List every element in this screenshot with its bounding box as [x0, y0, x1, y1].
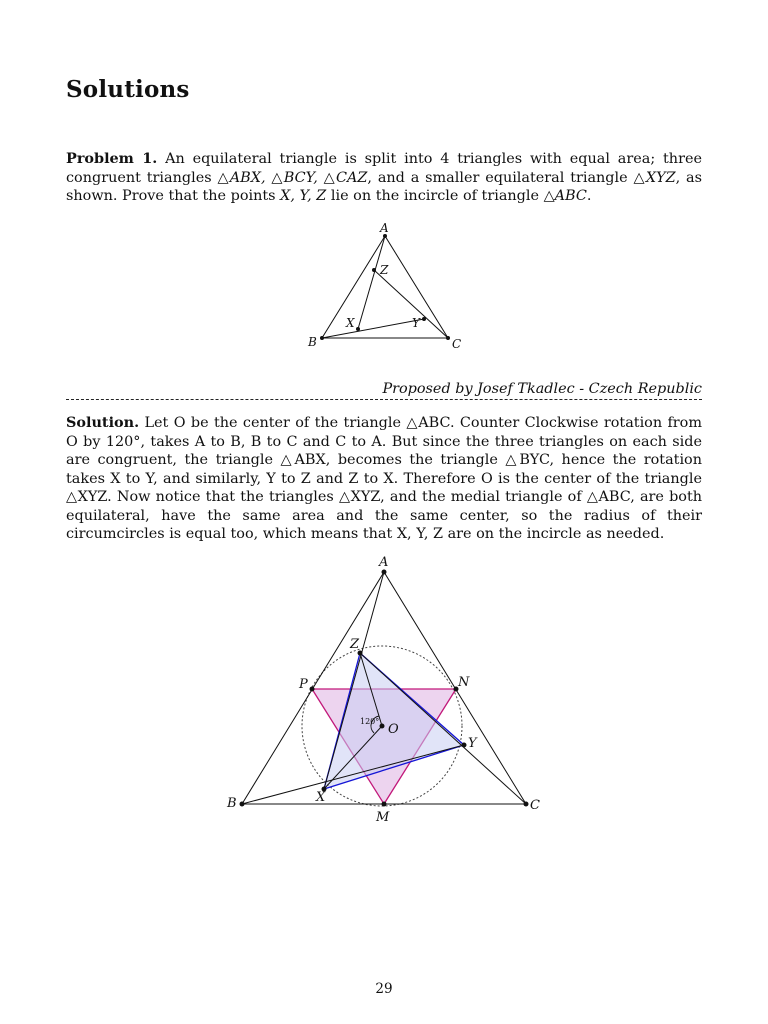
- solution-label: Solution.: [66, 414, 140, 431]
- problem-label: Problem 1.: [66, 150, 158, 167]
- dashed-separator: [66, 399, 702, 400]
- label-x: X: [316, 790, 326, 805]
- proposed-by: Proposed by Josef Tkadlec - Czech Republic: [382, 381, 702, 397]
- point-y: [462, 743, 467, 748]
- point-p: [310, 687, 315, 692]
- label-a: A: [380, 221, 389, 235]
- point-o: [380, 724, 385, 729]
- point-a: [382, 570, 387, 575]
- segment-by: [322, 319, 424, 338]
- problem-xyz: △XYZ: [633, 169, 676, 186]
- label-m: M: [376, 810, 390, 825]
- problem-points: X, Y, Z: [280, 188, 327, 204]
- problem-text-4: lie on the incircle of triangle: [326, 188, 544, 204]
- label-y: Y: [412, 316, 420, 330]
- segment-cz: [374, 270, 448, 338]
- point-y: [422, 317, 426, 321]
- label-c: C: [452, 337, 462, 351]
- problem-text-3: , as shown. Prove that the points: [66, 169, 702, 204]
- label-y: Y: [468, 736, 477, 751]
- problem-abc: △ABC: [543, 188, 587, 204]
- label-x: X: [346, 316, 355, 330]
- problem-text-5: .: [586, 188, 592, 204]
- point-c: [524, 802, 529, 807]
- angle-label: 120°: [360, 717, 380, 726]
- solution-figure: [222, 552, 544, 830]
- label-z: Z: [350, 637, 360, 652]
- label-n: N: [458, 675, 470, 690]
- problem-text-1: An equilateral triangle is split into 4 triangles with equal area; three congruent triangles: [66, 151, 702, 186]
- problem-figure: [300, 218, 470, 354]
- segment-ax: [358, 236, 385, 329]
- point-c: [446, 336, 450, 340]
- label-z: Z: [380, 263, 389, 277]
- label-b: B: [227, 796, 237, 811]
- label-p: P: [299, 677, 308, 692]
- problem-triangles: △ABX, △BCY, △CAZ: [217, 169, 368, 186]
- point-m: [382, 802, 387, 807]
- label-a: A: [379, 555, 389, 570]
- problem-statement: [66, 150, 702, 206]
- point-b: [240, 802, 245, 807]
- label-c: C: [530, 798, 540, 813]
- solution-text: [66, 414, 702, 544]
- point-b: [320, 336, 324, 340]
- label-o: O: [388, 722, 399, 737]
- point-x: [356, 327, 360, 331]
- triangle-abc: [322, 236, 448, 338]
- point-z: [372, 268, 376, 272]
- problem-text-2: , and a smaller equilateral triangle: [367, 169, 634, 186]
- label-b: B: [308, 335, 317, 349]
- solution-body: Let O be the center of the triangle △ABC. Counter Clockwise rotation from O by 120°, takes A to B, B to C and C to A. But since the three triangles on each side are congruent, the triangle △ABX, becomes the triangle △BYC, hence the rotation takes X to Y, and similarly, Y to Z and Z to X. Therefore O is the center of the triangle △XYZ. Now notice that the triangles △XYZ, and the medial triangle of △ABC, are both equilateral, have the same area and the same center, so the radius of their circumcircles is equal too, which means that X, Y, Z are on the incircle as needed.: [66, 415, 702, 542]
- page-heading: Solutions: [66, 76, 190, 103]
- page-number: 29: [375, 981, 393, 997]
